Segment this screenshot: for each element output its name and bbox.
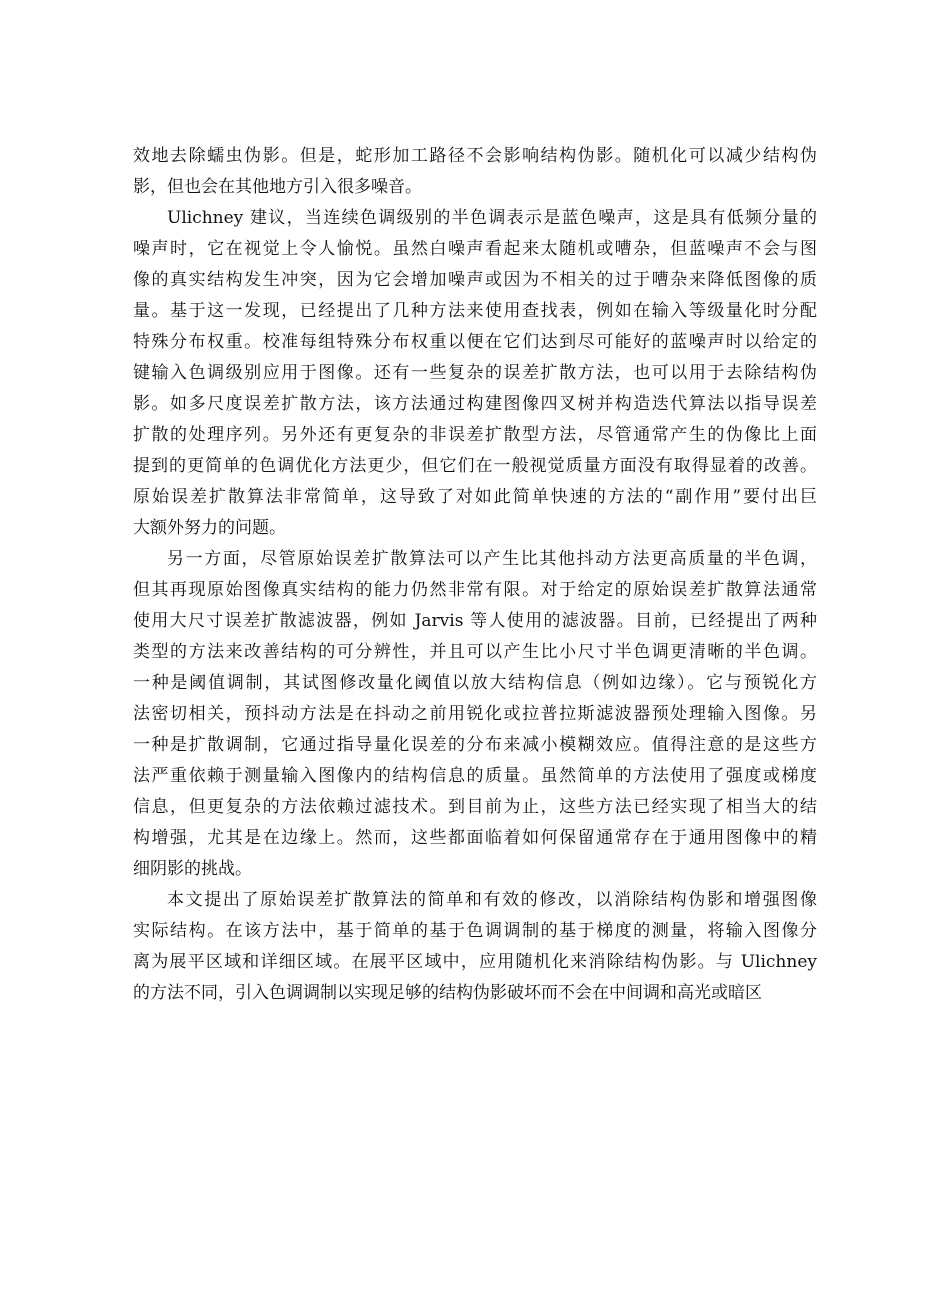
text-line: Ulichney 建议，当连续色调级别的半色调表示是蓝色噪声，这是具有低频分量的 bbox=[167, 208, 817, 228]
text-line: 类型的方法来改善结构的可分辨性，并且可以产生比小尺寸半色调更清晰的半色调。 bbox=[133, 642, 817, 662]
text-line: 另一方面，尽管原始误差扩散算法可以产生比其他抖动方法更高质量的半色调， bbox=[167, 549, 817, 569]
paragraph bbox=[133, 141, 817, 203]
text-line: 量。基于这一发现，已经提出了几种方法来使用查找表，例如在输入等级量化时分配 bbox=[133, 301, 817, 321]
text-line: 细阴影的挑战。 bbox=[133, 859, 252, 879]
text-line: 法严重依赖于测量输入图像内的结构信息的质量。虽然简单的方法使用了强度或梯度 bbox=[133, 766, 817, 786]
text-line: 噪声时，它在视觉上令人愉悦。虽然白噪声看起来太随机或嘈杂，但蓝噪声不会与图 bbox=[133, 239, 817, 259]
text-line: 影。如多尺度误差扩散方法，该方法通过构建图像四叉树并构造迭代算法以指导误差 bbox=[133, 394, 817, 414]
text-line: 特殊分布权重。校准每组特殊分布权重以便在它们达到尽可能好的蓝噪声时以给定的 bbox=[133, 332, 817, 352]
text-line: 构增强，尤其是在边缘上。然而，这些都面临着如何保留通常存在于通用图像中的精 bbox=[133, 828, 817, 848]
paragraph bbox=[133, 203, 817, 544]
text-line: 大额外努力的问题。 bbox=[133, 518, 286, 538]
text-line: 使用大尺寸误差扩散滤波器，例如 Jarvis 等人使用的滤波器。目前，已经提出了两种 bbox=[133, 611, 817, 631]
text-line: 信息，但更复杂的方法依赖过滤技术。到目前为止，这些方法已经实现了相当大的结 bbox=[133, 797, 817, 817]
text-line: 一种是阈值调制，其试图修改量化阈值以放大结构信息（例如边缘）。它与预锐化方 bbox=[133, 673, 817, 693]
text-line: 离为展平区域和详细区域。在展平区域中，应用随机化来消除结构伪影。与 Ulichney bbox=[133, 952, 817, 972]
text-line: 一种是扩散调制，它通过指导量化误差的分布来减小模糊效应。值得注意的是这些方 bbox=[133, 735, 817, 755]
text-line: 提到的更简单的色调优化方法更少，但它们在一般视觉质量方面没有取得显着的改善。 bbox=[133, 456, 817, 476]
text-line: 像的真实结构发生冲突，因为它会增加噪声或因为不相关的过于嘈杂来降低图像的质 bbox=[133, 270, 817, 290]
text-line: 效地去除蠕虫伪影。但是，蛇形加工路径不会影响结构伪影。随机化可以减少结构伪 bbox=[133, 146, 817, 166]
text-line: 原始误差扩散算法非常简单，这导致了对如此简单快速的方法的“副作用”要付出巨 bbox=[133, 487, 817, 507]
text-line: 扩散的处理序列。另外还有更复杂的非误差扩散型方法，尽管通常产生的伪像比上面 bbox=[133, 425, 817, 445]
text-line: 实际结构。在该方法中，基于简单的基于色调调制的基于梯度的测量，将输入图像分 bbox=[133, 921, 817, 941]
text-line: 影，但也会在其他地方引入很多噪音。 bbox=[133, 177, 422, 197]
paragraph bbox=[133, 885, 817, 1009]
text-line: 本文提出了原始误差扩散算法的简单和有效的修改，以消除结构伪影和增强图像 bbox=[167, 890, 817, 910]
text-line: 的方法不同，引入色调调制以实现足够的结构伪影破坏而不会在中间调和高光或暗区 bbox=[133, 983, 762, 1003]
paragraph bbox=[133, 544, 817, 885]
text-line: 法密切相关，预抖动方法是在抖动之前用锐化或拉普拉斯滤波器预处理输入图像。另 bbox=[133, 704, 817, 724]
text-line: 但其再现原始图像真实结构的能力仍然非常有限。对于给定的原始误差扩散算法通常 bbox=[133, 580, 817, 600]
body-text bbox=[133, 141, 817, 1009]
text-line: 键输入色调级别应用于图像。还有一些复杂的误差扩散方法，也可以用于去除结构伪 bbox=[133, 363, 817, 383]
